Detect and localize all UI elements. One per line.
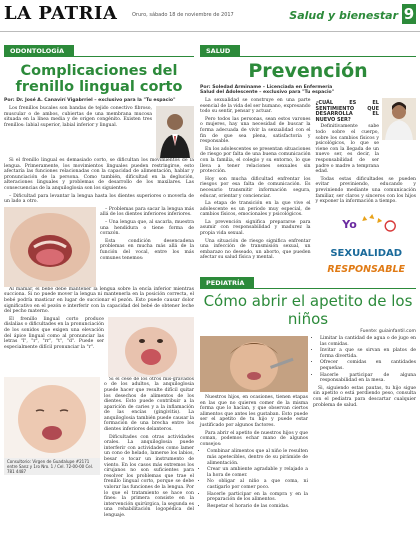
tip-item: • Hacerle participar en la compra y en la preparación de los alimentos. <box>207 492 308 503</box>
answer: Definitivamente sabe todo sobre el cuerpo, sobre los cambios físicos y psicológicos, lo que se viene con la llegada de un nuevo ser, es decir, la responsabilidad de ser padre o madre a temprana edad. <box>315 124 379 175</box>
photo-baby-mouth <box>4 207 96 287</box>
paragraph: El frenillo lingual corto produce dislalias o dificultades en la pronunciación de los sonidos que exigen una elevación del ápice lingual como al pronunciar las letras "l", "r", "rr", "t", "d". Puede ser especialmente difícil pronunciar la "r". <box>4 316 104 350</box>
paragraph: Los frenillos bucales son bandas de tejido conectivo fibroso, muscular o de ambos, cubiertas de una membrana mucosa situada en la línea media y de origen congénito. Existen tres frenillos: labial superior, labial inferior y lingual. <box>4 106 152 128</box>
paragraph: – Problemas para sacar la lengua más allá de los dientes inferiores inferiores. <box>100 206 194 218</box>
consultorio-credit: Consultorio: Virgen de Guadalupe #2171 entre Sanz y 1ro Nro. 1 / Cel. 72-00-00 Cel. 781 4487 <box>4 458 100 475</box>
paragraph: Para abrir el apetito de nuestros hijos y que coman, podemos echar mano de algunos consejos: <box>200 430 308 447</box>
author-photo <box>156 106 194 158</box>
graphic-responsable: RESPONSABLE <box>326 263 405 275</box>
photo-child-eating <box>200 336 308 392</box>
tip-item: • Invitar a que se sirvan en platos de forma divertida. <box>320 348 416 359</box>
paragraph: La etapa de transición en la que vive el adolescente es un periodo muy especial, de cambios físicos, emocionales y psicológicos. <box>200 201 311 218</box>
paragraph: Una situación de riesgo significa enfrentar una infección de transmisión sexual, un embarazo no deseado, un aborto, que pueden afectar su salud física y mental. <box>200 238 311 261</box>
article-body-end <box>104 377 194 521</box>
article-prevencion <box>200 38 416 275</box>
article-right-column <box>313 336 416 511</box>
question-heading: ¿CUÁL ES EL SENTIMIENTO QUE DESARROLLA EL NUEVO SER? <box>315 100 379 123</box>
paragraph: Nuestros hijos, en ocasiones, tienen etapas en las que no quieren comer de la misma forma que lo hacían, y que observan ciertos alimentos que antes les gustaban. Esto puede ser el apetito de tu hijo y puede estar justificado por algunos factores. <box>200 395 308 428</box>
paragraph: Pero todos las personas, sean estos varones o mujeres, hay una necesidad de buscar la forma adecuada de vivir la sexualidad con el fin de que sea plena, satisfactoria y responsable. <box>200 116 311 145</box>
article-body-prevencion <box>200 98 311 286</box>
byline: Por: Dr. José A. Canavirí Vigabrriel – exclusivo para la "Tu espacio" <box>4 98 176 103</box>
photo-child-tongue <box>108 317 194 377</box>
article-body <box>4 158 194 205</box>
headline-apetito: Cómo abrir el apetito de los niños <box>203 292 413 328</box>
dateline: Oruro, sábado 18 de noviembre de 2017 <box>132 12 234 18</box>
author-photo-nurse <box>382 98 416 140</box>
article-side-column <box>316 98 416 286</box>
graphic-yo: Yo <box>341 217 357 231</box>
paragraph: Si el frenillo lingual es demasiado corto, se dificultan los movimientos de la lengua. Primeramente, los movimientos linguales pueden restringirse, esto afectaría las funciones relacionadas con la capacidad de alimentación, hablar y pronunciación de la persona. Como también, dificultad en la deglución, alteraciones linguales y problemas de desarrollo de los maxilares. Las consecuencias de la anquiloglosia son los siguientes: <box>4 158 194 191</box>
tip-item: • No obligar al niño a que coma, ni castigarlo por comer poco. <box>207 479 308 490</box>
qa-block <box>316 98 379 177</box>
headline-frenillo: Complicaciones del frenillo lingual corto <box>15 63 183 95</box>
paragraph: – Dificultad para levantar la lengua hasta los dientes superiores o moverla de un lado a otro. <box>4 193 194 205</box>
qa-block-2 <box>316 177 416 205</box>
paragraph: Si el cese de los otros mis-gravados o de los adultos, la anquiloglosia puede hacer que resulte difícil quitar los desechos de alimentos de los dientes. Esto puede contribuir a la aparición de caries y a la inflamación de las encías (gingivitis). La anquiloglosia también puede causar la formación de una brecha entre los dientes inferiores delanteros. <box>104 376 194 433</box>
graphic-sexualidad: SEXUALIDAD <box>329 247 402 259</box>
article-body-apetito-2 <box>313 336 416 408</box>
page-number: 9 <box>403 5 415 23</box>
tip-item: • Combinar alimentos que al niño le resulten más apetecibles, dentro de su pirámide de alimentación. <box>207 449 308 466</box>
tip-item: • Hacerle participar de alguna responsabilidad en la mesa. <box>320 373 416 384</box>
article-body-apetito <box>200 395 308 509</box>
tip-item: • Crear un ambiente agradable y relajado a la hora de comer. <box>207 467 308 478</box>
section-title: Salud y bienestar <box>289 9 398 22</box>
answer: Todas estas dificultades se pueden evitar previniendo, educando y previniendo mediante una comunicación familiar, ser claros y sinceros con los hijos y exponer la información a tiempo. <box>315 176 416 205</box>
tip-item: • Ofrecer comidas en cantidades pequeñas. <box>320 360 416 371</box>
photo-newborn <box>4 377 100 475</box>
paragraph: – Una lengua que, al sacarla, muestra una hendidura o tiene forma de corazón. <box>100 219 194 237</box>
paragraph: La prevención significa prepararse para asumir con responsabilidad y madurez la propia vida sexual. <box>200 219 311 237</box>
paragraph: Esta condición desencadena problemas en mucha más allá de la función del vocal, entre los más comunes tenemos: <box>100 238 194 261</box>
section-tag-odontologia: ODONTOLOGÍA <box>4 45 74 57</box>
article-frenillo <box>4 38 194 543</box>
tips-list-right <box>320 336 416 384</box>
article-body-cont <box>4 287 194 315</box>
article-body-list <box>100 207 194 287</box>
byline: Por: Soledad Arminame – Licenciada en Enfermería <box>200 85 333 90</box>
tip-item: • Limitar la cantidad de agua o de jugo en las comidas. <box>320 336 416 347</box>
tips-list-left <box>207 449 308 509</box>
section-tag-pediatria: PEDIATRÍA <box>200 277 254 289</box>
paragraph: La sexualidad se construye en una parte esencial de la vida del ser humano, expresando todo su sentir, pensar y actuar. <box>200 98 311 115</box>
article-body-intro <box>4 106 152 158</box>
headline-prevencion: Prevención <box>248 60 368 82</box>
paragraph: Hoy son mucha dificultad enfrentar los riesgos por esa falta de comunicación. Es necesario transmitir información segura, educar, orientar y concienciar. <box>200 176 311 199</box>
paragraph: Dificultades con otras actividades orales. La anquiloglosia puede interferir con actividades como lamer un cono de helado, lamerse los labios, besar o tocar un instrumento de viento. En los casos más extremos los cirujanos no son suficientes para resolver los problemas que trae el frenillo lingual corto, porque se debe valorar las funciones de la lengua. Por lo que el tratamiento se hace con fines: la primera consiste en la intervención quirúrgica, la segunda es una rehabilitación logopédica del lenguaje. <box>104 434 194 518</box>
article-left-column <box>200 336 308 511</box>
newspaper-logo: LA PATRIA <box>4 3 118 24</box>
article-body-cont2 <box>4 317 104 377</box>
paragraph: En los adolescentes se presentan situaciones de riesgo por falta de una buena comunicación con la familia, el colegio y su entorno, lo que lleva a tener relaciones sexuales sin protección. <box>200 146 311 175</box>
article-apetito <box>200 270 416 543</box>
masthead <box>0 0 420 32</box>
paragraph: Si, siguiendo estas pautas, tu hijo sigue sin apetito o está perdiendo peso, consulta con el pediatra para descartar cualquier problema de salud. <box>313 385 416 408</box>
byline-secondary: Salud del Adolescente – exclusivo para "Tu espacio" <box>200 90 335 95</box>
source-credit: Fuente: guiainfantil.com <box>360 329 416 334</box>
paragraph: Al mamar, el bebé debe mantener la lengua sobre la encía inferior mientras succiona. Si no puede mover la lengua ni mantenerla en la posición correcta, el bebé podría masticar en lugar de succionar el pezón. Esto puede causar dolor significativo en el pezón e interferir con la capacidad del bebé de obtener leche del pecho materno. <box>4 286 194 315</box>
section-tag-salud: SALUD <box>200 45 240 57</box>
tip-item: • Respetar el horario de las comidas. <box>207 504 308 510</box>
